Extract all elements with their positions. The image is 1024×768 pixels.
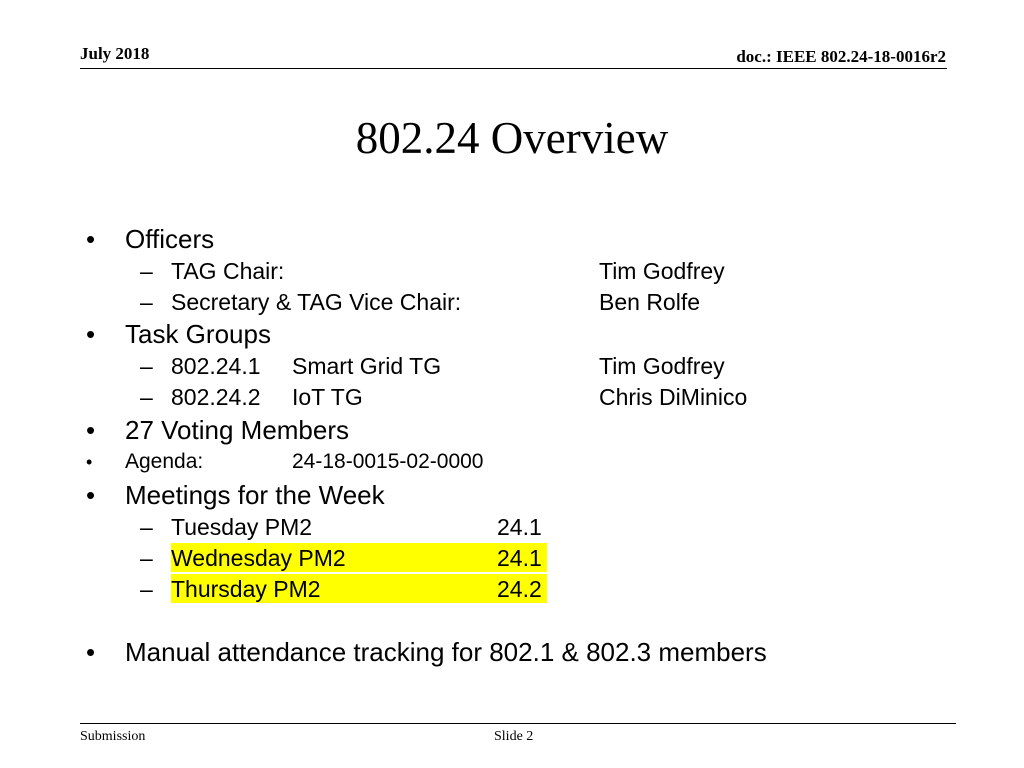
dash-icon: – [140,353,153,379]
header-doc-id: doc.: IEEE 802.24-18-0016r2 [736,47,946,66]
bullet-icon: • [86,452,93,472]
footer-submission: Submission [80,729,146,744]
task-groups-label: Task Groups [125,319,271,349]
dash-icon: – [140,545,153,571]
officer-name: Ben Rolfe [599,289,701,315]
meeting-group: 24.2 [497,576,542,602]
voting-members-text: 27 Voting Members [125,415,350,445]
officer-name: Tim Godfrey [599,258,725,284]
task-group-number: 802.24.2 [171,384,261,410]
meeting-group: 24.1 [497,514,542,540]
officer-role: Secretary & TAG Vice Chair: [171,289,462,315]
header-divider [80,68,947,69]
bullet-icon: • [86,415,96,445]
bullet-icon: • [86,319,96,349]
bullet-icon: • [86,224,96,254]
bullet-icon: • [86,637,96,667]
agenda-label: Agenda: [125,450,204,473]
task-group-chair: Tim Godfrey [599,353,725,379]
task-group-name: IoT TG [292,384,363,410]
agenda-value: 24-18-0015-02-0000 [292,450,484,473]
dash-icon: – [140,576,153,602]
meeting-group: 24.1 [497,545,542,571]
footer-slide-number: Slide 2 [494,729,534,744]
slide-title: 802.24 Overview [355,113,669,163]
meeting-slot: Tuesday PM2 [171,514,313,540]
meeting-slot: Wednesday PM2 [171,545,346,571]
officer-role: TAG Chair: [171,258,285,284]
meetings-label: Meetings for the Week [125,480,385,510]
bullet-icon: • [86,480,96,510]
footer-divider [80,723,956,724]
attendance-text: Manual attendance tracking for 802.1 & 802.3 members [125,637,767,667]
task-group-number: 802.24.1 [171,353,261,379]
dash-icon: – [140,289,153,315]
dash-icon: – [140,514,153,540]
meeting-slot: Thursday PM2 [171,576,321,602]
dash-icon: – [140,384,153,410]
dash-icon: – [140,258,153,284]
task-group-name: Smart Grid TG [292,353,442,379]
header-date: July 2018 [80,44,150,63]
task-group-chair: Chris DiMinico [599,384,748,410]
officers-label: Officers [125,224,215,254]
